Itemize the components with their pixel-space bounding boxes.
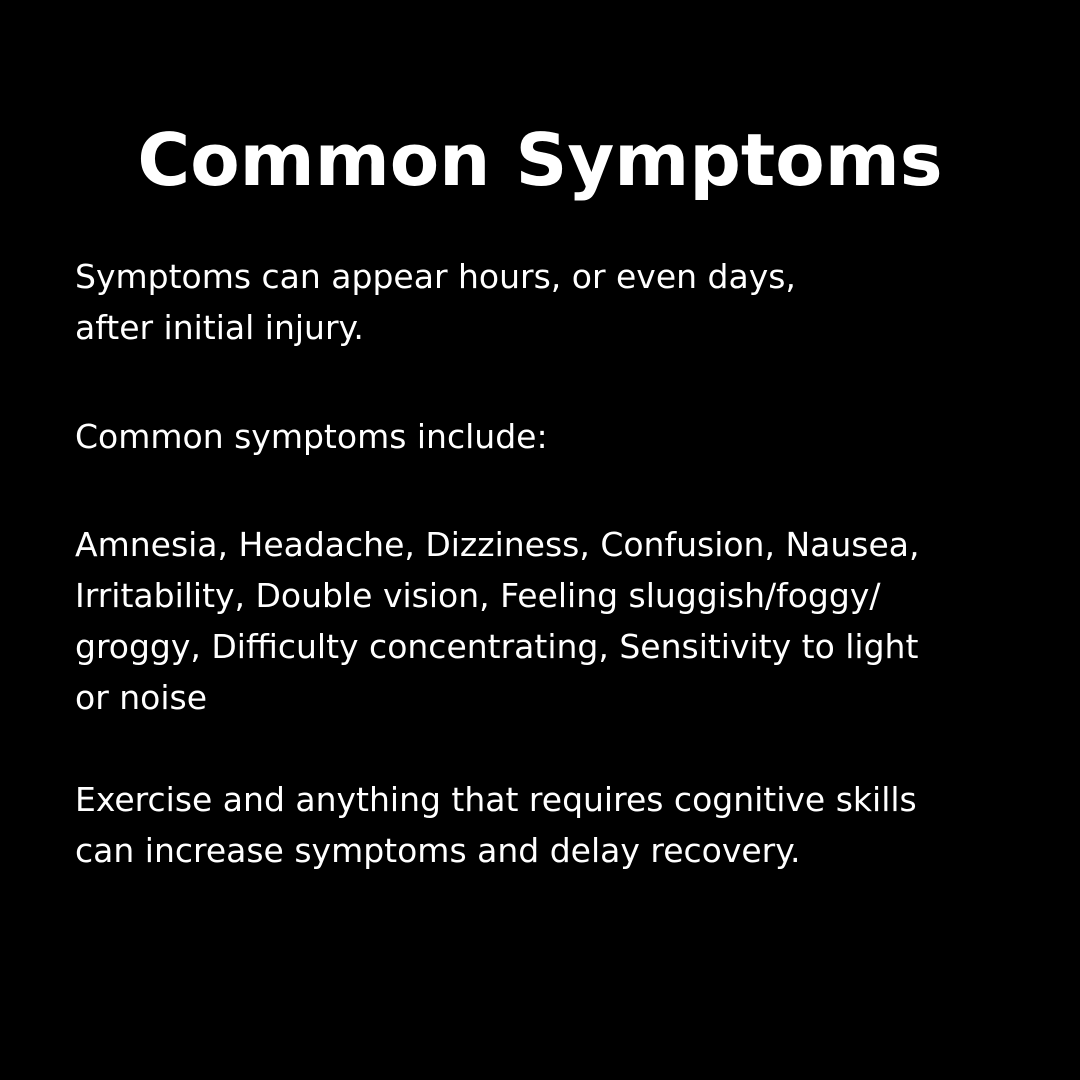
symptom-list-line-2: Irritability, Double vision, Feeling sluggish/foggy/	[75, 576, 881, 615]
onset-line-2: after initial injury.	[75, 308, 364, 347]
page-title: Common Symptoms	[137, 118, 943, 202]
symptom-list-line-4: or noise	[75, 678, 208, 717]
onset-line-1: Symptoms can appear hours, or even days,	[75, 257, 796, 296]
warning-line-1: Exercise and anything that requires cognitive skills	[75, 780, 917, 819]
symptom-list-line-3: groggy, Difficulty concentrating, Sensitivity to light	[75, 627, 919, 666]
symptom-list-line-1: Amnesia, Headache, Dizziness, Confusion, Nausea,	[75, 525, 920, 564]
intro-paragraph	[75, 411, 995, 462]
intro-line-1: Common symptoms include:	[75, 417, 548, 456]
onset-paragraph	[75, 251, 995, 353]
symptom-list-paragraph	[75, 519, 995, 723]
warning-line-2: can increase symptoms and delay recovery.	[75, 831, 801, 870]
warning-paragraph	[75, 774, 995, 876]
